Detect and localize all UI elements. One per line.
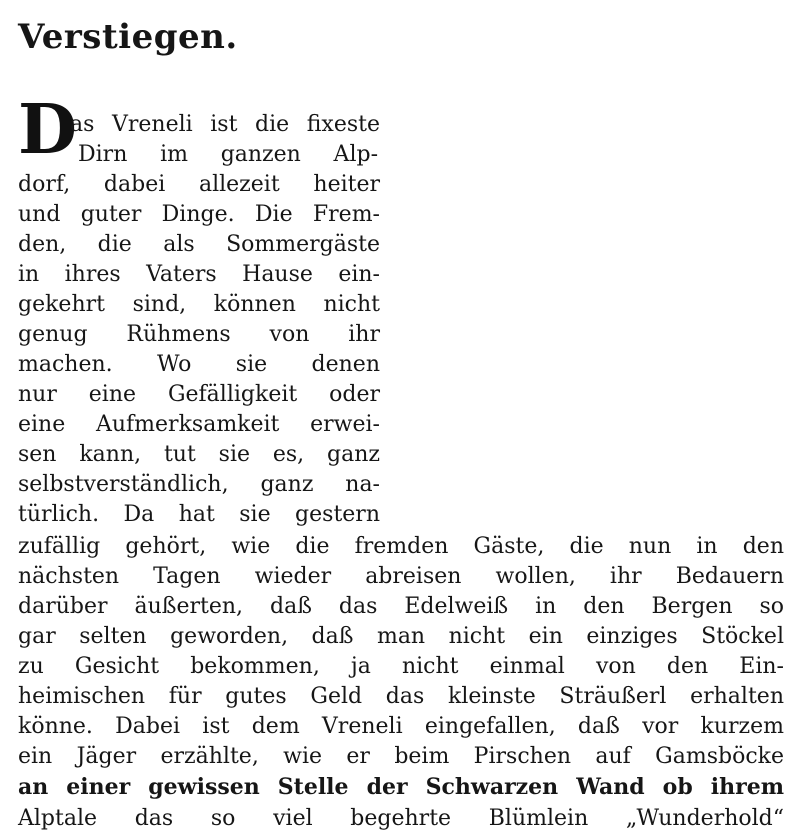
text-line: den, die als Sommergäste (18, 232, 380, 257)
text-line: und guter Dinge. Die Frem- (18, 202, 380, 227)
text-line: Dirn im ganzen Alp- (78, 142, 378, 167)
text-line: eine Aufmerksamkeit erwei- (18, 412, 380, 437)
text-line: darüber äußerten, daß das Edelweiß in den Bergen so (18, 594, 784, 619)
text-line: selbstverständlich, ganz na- (18, 472, 380, 497)
text-line: an einer gewissen Stelle der Schwarzen Wand ob ihrem (18, 774, 784, 800)
text-line: as Vreneli ist die fixeste (70, 112, 380, 137)
text-line: türlich. Da hat sie gestern (18, 502, 380, 527)
text-line: sen kann, tut sie es, ganz (18, 442, 380, 467)
text-line: in ihres Vaters Hause ein- (18, 262, 380, 287)
text-line: könne. Dabei ist dem Vreneli eingefallen, daß vor kurzem (18, 714, 784, 739)
text-line: gekehrt sind, können nicht (18, 292, 380, 317)
text-line: nur eine Gefälligkeit oder (18, 382, 380, 407)
text-line: zufällig gehört, wie die fremden Gäste, die nun in den (18, 534, 784, 559)
text-line: machen. Wo sie denen (18, 352, 380, 377)
text-line: heimischen für gutes Geld das kleinste Sträußerl erhalten (18, 684, 784, 709)
text-line: Alptale das so viel begehrte Blümlein „Wunderhold“ (18, 806, 784, 831)
text-line: ein Jäger erzählte, wie er beim Pirschen auf Gamsböcke (18, 744, 784, 769)
text-line: nächsten Tagen wieder abreisen wollen, ihr Bedauern (18, 564, 784, 589)
text-line: gar selten geworden, daß man nicht ein einziges Stöckel (18, 624, 784, 649)
text-line: zu Gesicht bekommen, ja nicht einmal von den Ein- (18, 654, 784, 679)
article-title: Verstiegen. (18, 17, 238, 57)
drop-cap-initial: D (18, 90, 77, 170)
text-line: genug Rühmens von ihr (18, 322, 380, 347)
text-line: dorf, dabei allezeit heiter (18, 172, 380, 197)
